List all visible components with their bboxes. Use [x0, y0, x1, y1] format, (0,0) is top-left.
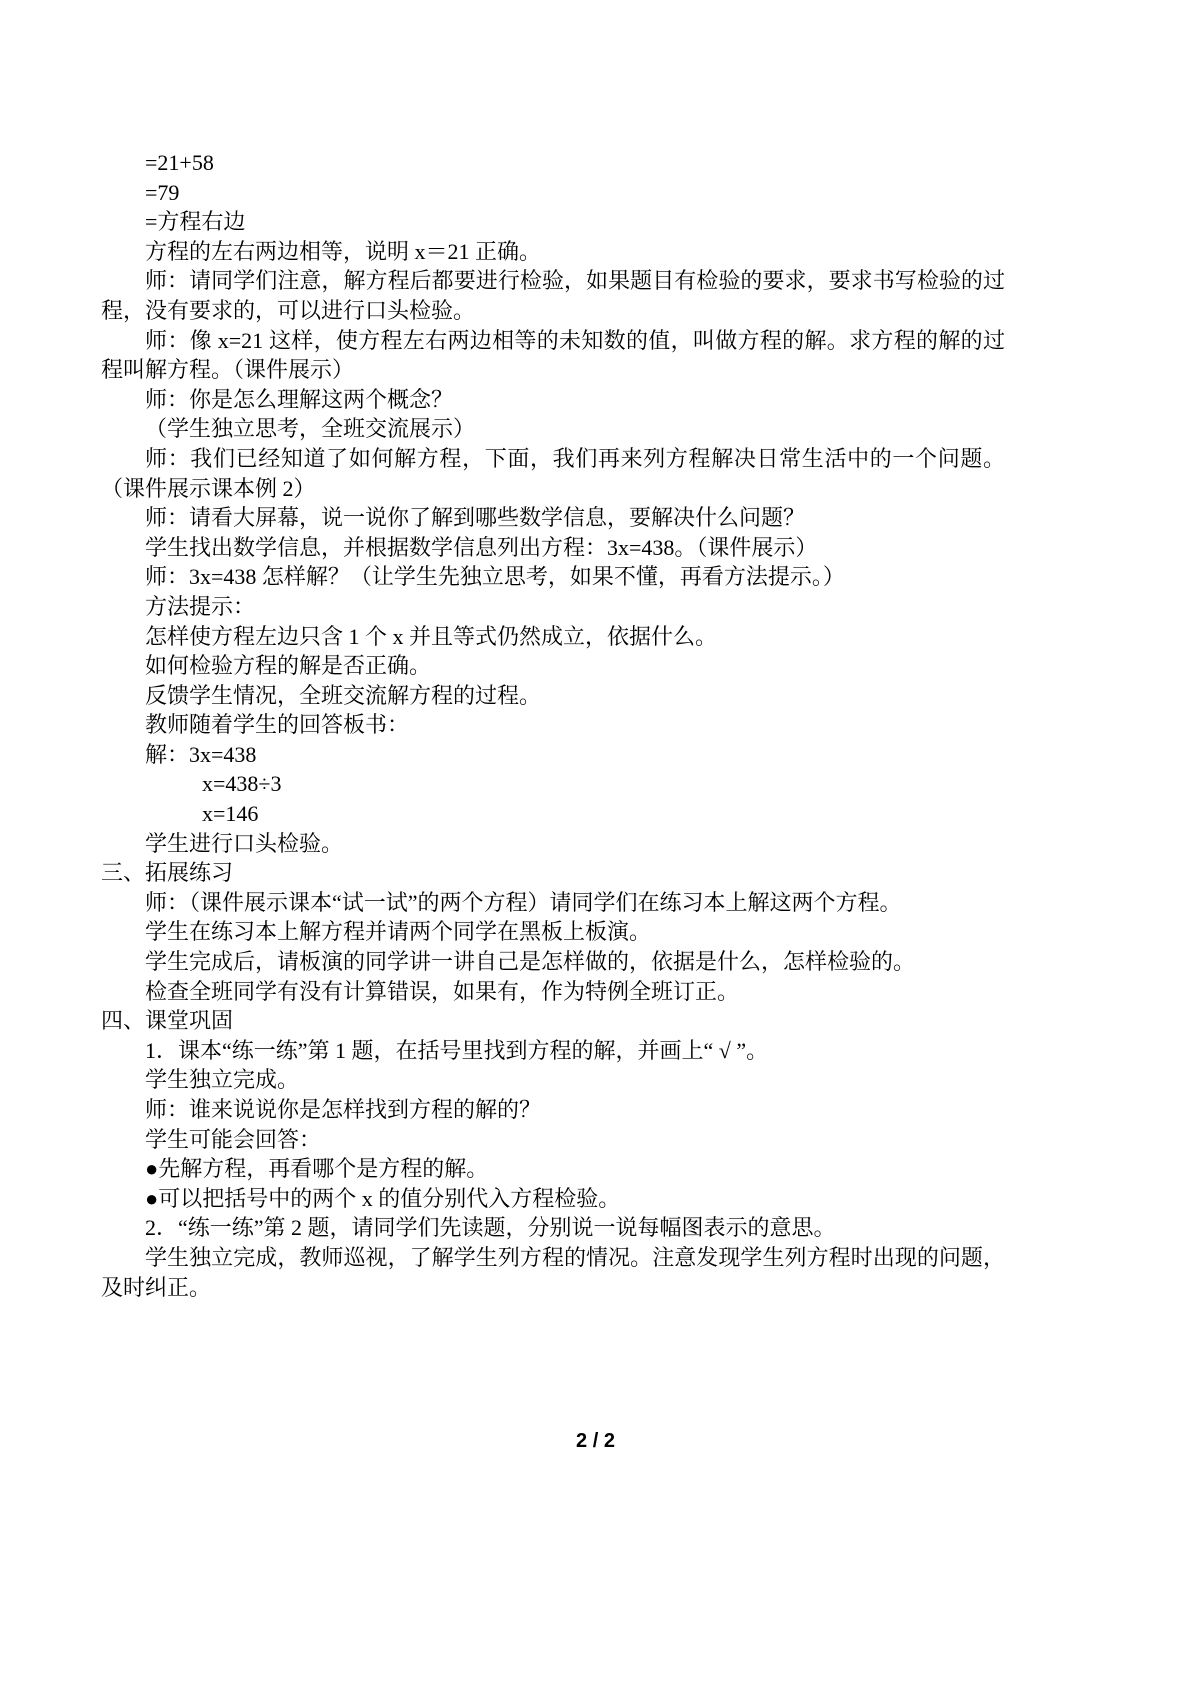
text-paragraph: 师：请看大屏幕，说一说你了解到哪些数学信息，要解决什么问题？ [145, 505, 806, 531]
text-paragraph: 师：谁来说说你是怎样找到方程的解的？ [145, 1097, 542, 1122]
page-number: 2 / 2 [576, 1430, 615, 1452]
text-paragraph: （学生独立思考，全班交流展示） [145, 416, 476, 442]
equation-line: 解：3x=438 [145, 741, 257, 767]
text-paragraph: 方法提示： [145, 593, 256, 619]
text-paragraph: 师：3x=438 怎样解？（让学生先独立思考，如果不懂，再看方法提示。） [145, 564, 845, 590]
equation-line: x=438÷3 [202, 771, 282, 797]
equation-line: =79 [145, 179, 180, 205]
text-paragraph: 学生独立完成，教师巡视，了解学生列方程的情况。注意发现学生列方程时出现的问题，及时纠正。 [101, 1244, 1005, 1300]
text-paragraph: 学生完成后，请板演的同学讲一讲自己是怎样做的，依据是什么，怎样检验的。 [145, 949, 916, 975]
text-paragraph: 教师随着学生的回答板书： [145, 712, 410, 738]
list-item: ●可以把括号中的两个 x 的值分别代入方程检验。 [145, 1185, 621, 1211]
text-paragraph: 方程的左右两边相等，说明 x＝21 正确。 [145, 238, 542, 264]
text-paragraph: 师：你是怎么理解这两个概念？ [145, 386, 454, 412]
text-paragraph: 反馈学生情况，全班交流解方程的过程。 [145, 682, 542, 708]
text-paragraph: 学生进行口头检验。 [145, 830, 344, 856]
text-paragraph: 学生独立完成。 [145, 1067, 300, 1093]
text-paragraph: 检查全班同学有没有计算错误，如果有，作为特例全班订正。 [145, 978, 740, 1004]
text-paragraph: 师：像 x=21 这样，使方程左右两边相等的未知数的值，叫做方程的解。求方程的解的过程叫解方程。（课件展示） [101, 327, 1005, 383]
text-paragraph: 1．课本“练一练”第 1 题，在括号里找到方程的解，并画上“ √ ”。 [145, 1037, 769, 1063]
equation-line: x=146 [202, 801, 259, 827]
text-paragraph: 师：（课件展示课本“试一试”的两个方程）请同学们在练习本上解这两个方程。 [145, 889, 902, 915]
text-paragraph: 如何检验方程的解是否正确。 [145, 653, 432, 679]
equation-line: =方程右边 [145, 209, 246, 235]
text-paragraph: 怎样使方程左边只含 1 个 x 并且等式仍然成立，依据什么。 [145, 623, 718, 649]
text-paragraph: 师：请同学们注意，解方程后都要进行检验，如果题目有检验的要求，要求书写检验的过程，没有要求的，可以进行口头检验。 [101, 268, 1005, 323]
section-heading: 四、课堂巩固 [101, 1008, 234, 1034]
text-paragraph: 学生找出数学信息，并根据数学信息列出方程：3x=438。（课件展示） [145, 534, 818, 560]
text-paragraph: 师：我们已经知道了如何解方程，下面，我们再来列方程解决日常生活中的一个问题。（课件展示课本例 2） [101, 445, 1005, 501]
text-paragraph: 学生在练习本上解方程并请两个同学在黑板上板演。 [145, 919, 652, 945]
text-paragraph: 2．“练一练”第 2 题，请同学们先读题，分别说一说每幅图表示的意思。 [145, 1215, 836, 1241]
equation-line: =21+58 [145, 150, 214, 175]
text-paragraph: 学生可能会回答： [145, 1126, 322, 1152]
main-content [101, 148, 1005, 1302]
section-heading: 三、拓展练习 [101, 860, 234, 886]
list-item: ●先解方程，再看哪个是方程的解。 [145, 1156, 489, 1182]
